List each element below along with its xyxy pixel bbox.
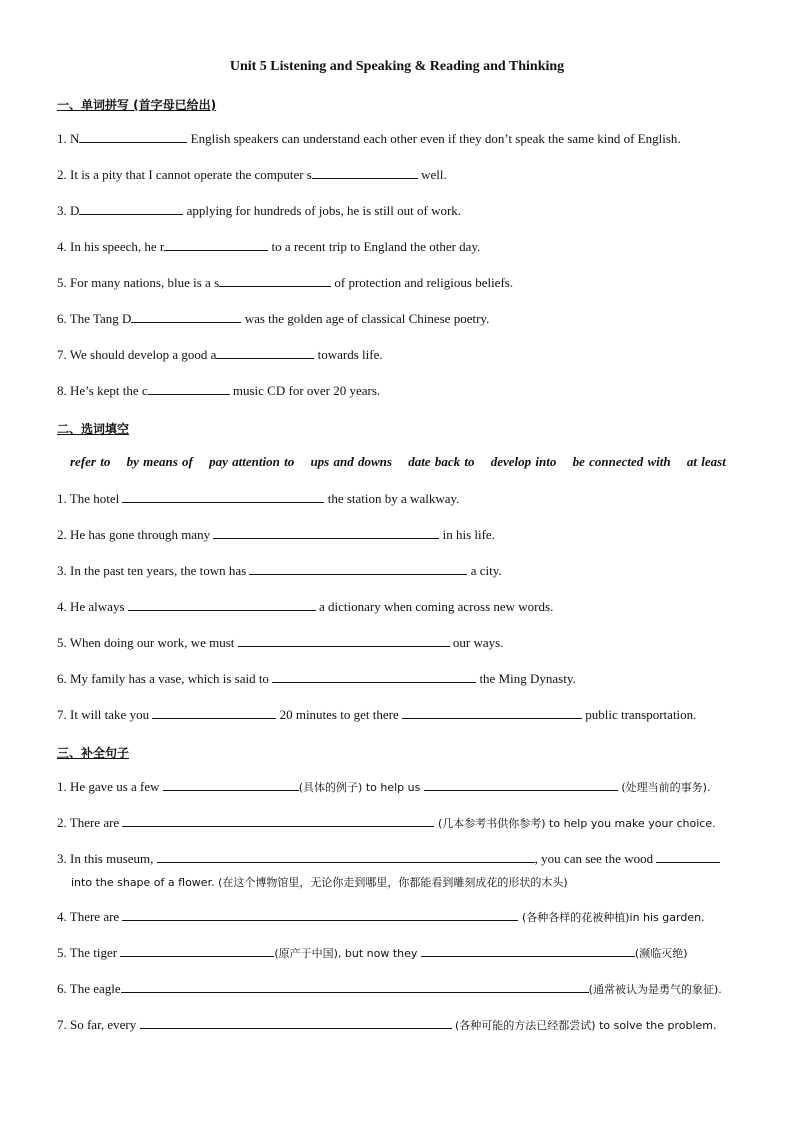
s3-item-6-a: 6. The eagle [57,981,121,996]
s3-item-1-b: (具体的例子) to help us [298,781,424,794]
s3-item-5-c: (濒临灭绝) [634,947,688,960]
s3-item-5-b: (原产于中国), but now they [274,947,421,960]
s3-item-5 [57,945,688,961]
s3-item-4 [57,909,705,925]
s1-item-1-blank[interactable] [79,131,187,143]
s1-item-6-blank[interactable] [131,311,241,323]
s1-item-8 [57,383,380,399]
s3-item-3-blank-1[interactable] [157,851,535,863]
s3-item-2-b: (几本参考书供你参考) to help you make your choice. [434,817,716,830]
s3-item-5-blank-2[interactable] [421,945,635,957]
s1-item-3-pre: 3. D [57,203,80,218]
s2-item-4-blank[interactable] [128,599,316,611]
s3-item-5-a: 5. The tiger [57,945,121,960]
s1-item-5-post: of protection and religious beliefs. [331,275,514,290]
s3-item-1-a: 1. He gave us a few [57,779,163,794]
s2-item-5-blank[interactable] [238,635,450,647]
s2-item-2 [57,527,495,543]
s1-item-3 [57,203,461,219]
s1-item-4-pre: 4. In his speech, he r [57,239,165,254]
s1-item-4 [57,239,480,255]
s2-item-1-post: the station by a walkway. [324,491,460,506]
s3-item-4-b: (各种各样的花被种植)in his garden. [518,911,705,924]
s2-item-1-pre: 1. The hotel [57,491,123,506]
s1-item-4-post: to a recent trip to England the other day. [268,239,481,254]
s3-item-1-blank-1[interactable] [163,779,299,791]
s3-item-7-blank[interactable] [140,1017,452,1029]
s1-item-6 [57,311,489,327]
s3-item-7-b: (各种可能的方法已经都尝试) to solve the problem. [451,1019,717,1032]
phrase-6: develop into [490,454,557,469]
s3-item-6-blank[interactable] [121,981,589,993]
s2-item-6-pre: 6. My family has a vase, which is said to [57,671,273,686]
s2-item-5 [57,635,503,651]
s1-item-7 [57,347,383,363]
s2-item-3 [57,563,502,579]
s1-item-1-post: English speakers can understand each other even if they don’t speak the same kind of English. [187,131,681,146]
phrase-3: pay attention to [209,454,295,469]
s1-item-5 [57,275,513,291]
s2-item-2-pre: 2. He has gone through many [57,527,214,542]
s3-item-1-c: (处理当前的事务). [617,781,711,794]
s1-item-2-post: well. [417,167,447,182]
s3-item-3-b: , you can see the wood [534,851,657,866]
s2-item-7-pre: 7. It will take you [57,707,153,722]
s3-item-6-b: (通常被认为是勇气的象征). [588,983,722,996]
s2-item-2-blank[interactable] [213,527,439,539]
s2-item-3-post: a city. [467,563,502,578]
s2-item-4-pre: 4. He always [57,599,128,614]
s1-item-5-pre: 5. For many nations, blue is a s [57,275,220,290]
s1-item-8-blank[interactable] [148,383,230,395]
s3-item-2-blank[interactable] [122,815,434,827]
s2-item-6-post: the Ming Dynasty. [476,671,576,686]
phrase-5: date back to [408,454,475,469]
s2-item-6 [57,671,576,687]
s2-item-3-blank[interactable] [249,563,467,575]
section1-heading: 一、单词拼写 (首字母已给出) [57,98,217,112]
s2-item-6-blank[interactable] [272,671,476,683]
s3-item-1 [57,779,710,795]
s3-item-4-blank[interactable] [122,909,518,921]
phrase-1: refer to [70,454,111,469]
s1-item-5-blank[interactable] [219,275,331,287]
s2-item-4 [57,599,553,615]
s3-item-5-blank-1[interactable] [120,945,274,957]
s2-item-4-post: a dictionary when coming across new words. [315,599,554,614]
phrase-2: by means of [126,454,193,469]
s2-item-1 [57,491,459,507]
phrase-4: ups and downs [310,454,392,469]
s3-item-2 [57,815,716,831]
s2-item-5-pre: 5. When doing our work, we must [57,635,238,650]
s3-item-7 [57,1017,716,1033]
s1-item-2-pre: 2. It is a pity that I cannot operate the computer s [57,167,312,182]
s1-item-7-blank[interactable] [216,347,314,359]
s1-item-6-post: was the golden age of classical Chinese poetry. [241,311,490,326]
s1-item-2-blank[interactable] [312,167,418,179]
s1-item-3-post: applying for hundreds of jobs, he is still out of work. [183,203,462,218]
s3-item-3-cont: into the shape of a flower. (在这个博物馆里，无论你走到哪里，你都能看到雕刻成花的形状的木头) [71,876,568,889]
s2-item-1-blank[interactable] [122,491,324,503]
s2-item-5-post: our ways. [449,635,504,650]
s3-item-2-a: 2. There are [57,815,123,830]
phrase-7: be connected with [572,454,671,469]
s3-item-1-blank-2[interactable] [424,779,618,791]
s2-item-2-post: in his life. [439,527,495,542]
s3-item-3-a: 3. In this museum, [57,851,157,866]
s1-item-1-pre: 1. N [57,131,80,146]
s3-item-3-blank-2[interactable] [656,851,720,863]
s1-item-3-blank[interactable] [79,203,183,215]
s2-item-7-mid: 20 minutes to get there [276,707,402,722]
s1-item-8-post: music CD for over 20 years. [229,383,381,398]
s1-item-4-blank[interactable] [164,239,268,251]
s2-item-7-blank-1[interactable] [152,707,276,719]
s1-item-7-post: towards life. [314,347,383,362]
s1-item-7-pre: 7. We should develop a good a [57,347,217,362]
s3-item-3 [57,851,720,867]
s3-item-4-a: 4. There are [57,909,123,924]
s2-item-3-pre: 3. In the past ten years, the town has [57,563,250,578]
s2-item-7-blank-2[interactable] [402,707,582,719]
s1-item-1 [57,131,681,147]
section3-heading: 三、补全句子 [57,746,130,760]
s1-item-6-pre: 6. The Tang D [57,311,132,326]
s2-item-7-post: public transportation. [581,707,697,722]
section2-heading: 二、选词填空 [57,422,130,436]
s3-item-7-a: 7. So far, every [57,1017,140,1032]
s3-item-6 [57,981,722,997]
s1-item-8-pre: 8. He’s kept the c [57,383,148,398]
phrase-bank [70,454,726,470]
worksheet-title: Unit 5 Listening and Speaking & Reading and Thinking [229,59,565,74]
s2-item-7 [57,707,696,723]
s1-item-2 [57,167,447,183]
phrase-8: at least [686,454,726,469]
